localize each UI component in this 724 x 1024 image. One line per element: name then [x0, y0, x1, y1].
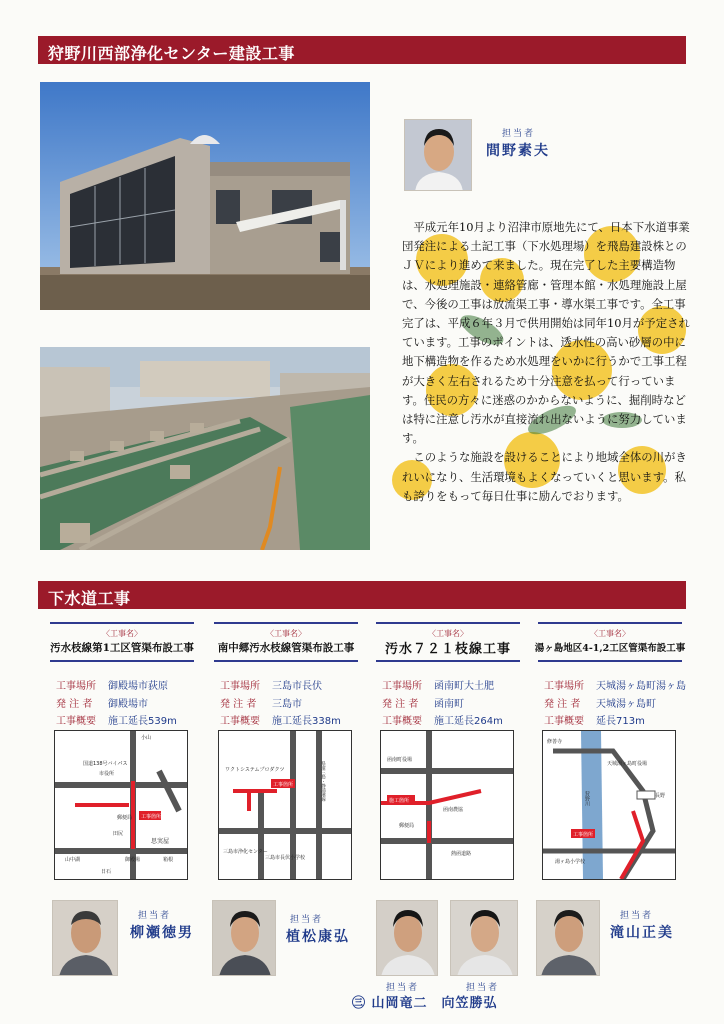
project-title: 湯ヶ島地区4-1,2工区管渠布設工事 [534, 643, 686, 654]
project-info [544, 678, 686, 731]
label-location: 工事場所 [56, 681, 96, 692]
map-label: 郵便局 [399, 823, 415, 829]
map-label: 日石 [101, 869, 112, 875]
map-label: 田尻 [113, 831, 124, 837]
card-rule [538, 660, 682, 662]
card-rule [376, 660, 520, 662]
manager-role-label: 担当者 [466, 983, 500, 993]
project-card [42, 622, 202, 892]
map-label: 熱函道路 [451, 851, 472, 857]
project-client: 三島市 [272, 698, 302, 710]
label-location: 工事場所 [220, 681, 260, 692]
card-rule [214, 660, 358, 662]
card-rule [50, 660, 194, 662]
manager-name: 間野素夫 [486, 143, 550, 159]
manager-portrait-yamaoka [376, 900, 438, 976]
manager-portrait-mukasa [450, 900, 518, 976]
map-label: 工事箇所 [573, 832, 594, 838]
map-label: 三島市長伏小学校 [265, 855, 306, 861]
map-label: ワクトシステムプロダクツ [225, 767, 285, 773]
card-rule [50, 622, 194, 624]
manager-portrait-uematsu [212, 900, 276, 976]
map-label: 市役所 [99, 771, 115, 777]
card-rule [538, 622, 682, 624]
map-label: 狩野川 [584, 791, 590, 806]
project-tag: 〈工事名〉 [428, 629, 468, 638]
map-label: 函南農協 [443, 807, 464, 813]
map-label: 御殿場 [125, 857, 141, 863]
project-location: 御殿場市荻原 [108, 681, 168, 692]
project-title: 南中郷汚水枝線管渠布設工事 [217, 642, 355, 654]
project-info [382, 678, 503, 731]
map-label: 国道138号バイパス [83, 761, 128, 767]
location-map [542, 730, 676, 880]
project-summary: 施工延長338m [272, 716, 341, 727]
label-client: 発 注 者 [56, 698, 93, 710]
map-label: 湯ヶ島小学校 [555, 859, 586, 865]
section-banner-sewer: 下水道工事 [38, 581, 686, 609]
location-map [218, 730, 352, 880]
project-summary: 施工延長539m [108, 716, 177, 727]
map-label: 箱根 [163, 857, 174, 863]
map-label: 修善寺 [547, 739, 563, 745]
manager-role-label: 担当者 [502, 129, 536, 139]
label-location: 工事場所 [382, 681, 422, 692]
map-label: 長野 [655, 793, 666, 799]
article-paragraph: このような施設を設けることにより地域全体の川がきれいになり、生活環境もよくなっていくと思います。私も誇りをもって毎日仕事に励んでおります。 [402, 450, 687, 503]
label-client: 発 注 者 [220, 698, 257, 710]
section-banner-plant: 狩野川西部浄化センター建設工事 [38, 36, 686, 64]
project-title: 汚水７２１枝線工事 [384, 642, 511, 657]
manager-name: 植松康弘 [286, 929, 350, 945]
project-client: 御殿場市 [108, 698, 148, 710]
project-location: 天城湯ヶ島町湯ヶ島 [596, 681, 686, 692]
project-location: 函南町大土肥 [434, 681, 494, 692]
map-label: 施工箇所 [389, 798, 410, 804]
project-tag: 〈工事名〉 [266, 629, 306, 638]
label-client: 発 注 者 [382, 698, 419, 710]
location-map [380, 730, 514, 880]
map-label: 三島市浄化センター [223, 849, 268, 855]
project-summary: 延長713m [596, 716, 645, 727]
label-client: 発 注 者 [544, 698, 581, 710]
label-summary: 工事概要 [56, 716, 96, 727]
map-label: 天城湯ヶ島町役場 [607, 761, 648, 767]
project-summary: 施工延長264m [434, 716, 503, 727]
map-label: 工事箇所 [141, 814, 162, 820]
manager-portrait-takiyama [536, 900, 600, 976]
card-rule [376, 622, 520, 624]
project-tag: 〈工事名〉 [590, 629, 630, 638]
map-label: 函南町役場 [387, 757, 413, 763]
manager-name: 柳瀬徳男 [130, 925, 194, 941]
map-label: 思実屋 [151, 838, 170, 845]
label-summary: 工事概要 [544, 716, 584, 727]
map-label: 山中湖 [65, 857, 81, 863]
project-location: 三島市長伏 [272, 681, 322, 692]
project-card [368, 622, 528, 892]
project-card [530, 622, 690, 892]
manager-portrait-mano [404, 119, 472, 191]
project-title: 汚水枝線第1工区管渠布設工事 [50, 642, 194, 654]
article-text [402, 218, 692, 506]
project-info [56, 678, 177, 731]
manager-portrait-yanase [52, 900, 118, 976]
label-summary: 工事概要 [220, 716, 260, 727]
map-label: 郵便局 [117, 815, 133, 821]
building-photo [40, 82, 370, 310]
manager-role-label: 担当者 [138, 911, 172, 921]
manager-role-label: 担当者 [386, 983, 420, 993]
map-label: 県道三島・静浦港線 [320, 761, 326, 802]
manager-names-line: ㊂ 山岡竜二 向笠勝弘 [352, 996, 498, 1011]
label-summary: 工事概要 [382, 716, 422, 727]
manager-name: 滝山正美 [610, 925, 674, 941]
map-label: 工事箇所 [273, 782, 294, 788]
project-card [206, 622, 366, 892]
map-label: 小山 [141, 735, 152, 741]
label-location: 工事場所 [544, 681, 584, 692]
project-info [220, 678, 341, 731]
manager-role-label: 担当者 [290, 915, 324, 925]
project-client: 函南町 [434, 698, 464, 710]
article-paragraph: 平成元年10月より沼津市原地先にて、日本下水道事業団発注による土記工事（下水処理場）を飛島建設株とのＪＶにより進めて来ました。現在完了した主要構造物は、水処理施設・連絡管廊・管理本館・水処理施設上屋で、今後の工事は放流渠工事・導水渠工事です。全工事完了は、平成６年３月で供用開始は同年10月が予定されています。工事のポイントは、透水性の高い砂層の中に地下構造物を作るため水処理をいかに行うかで工事工程が大きく左右されるため十分注意を払って行っています。住民の方々に迷惑のかからないように、掘削時などは特に注意し汚水が直接流れ出ないように努力しています。 [402, 220, 690, 446]
project-tag: 〈工事名〉 [102, 629, 142, 638]
project-client: 天城湯ヶ島町 [596, 698, 656, 710]
card-rule [214, 622, 358, 624]
facility-photo [40, 347, 370, 550]
manager-role-label: 担当者 [620, 911, 654, 921]
location-map [54, 730, 188, 880]
